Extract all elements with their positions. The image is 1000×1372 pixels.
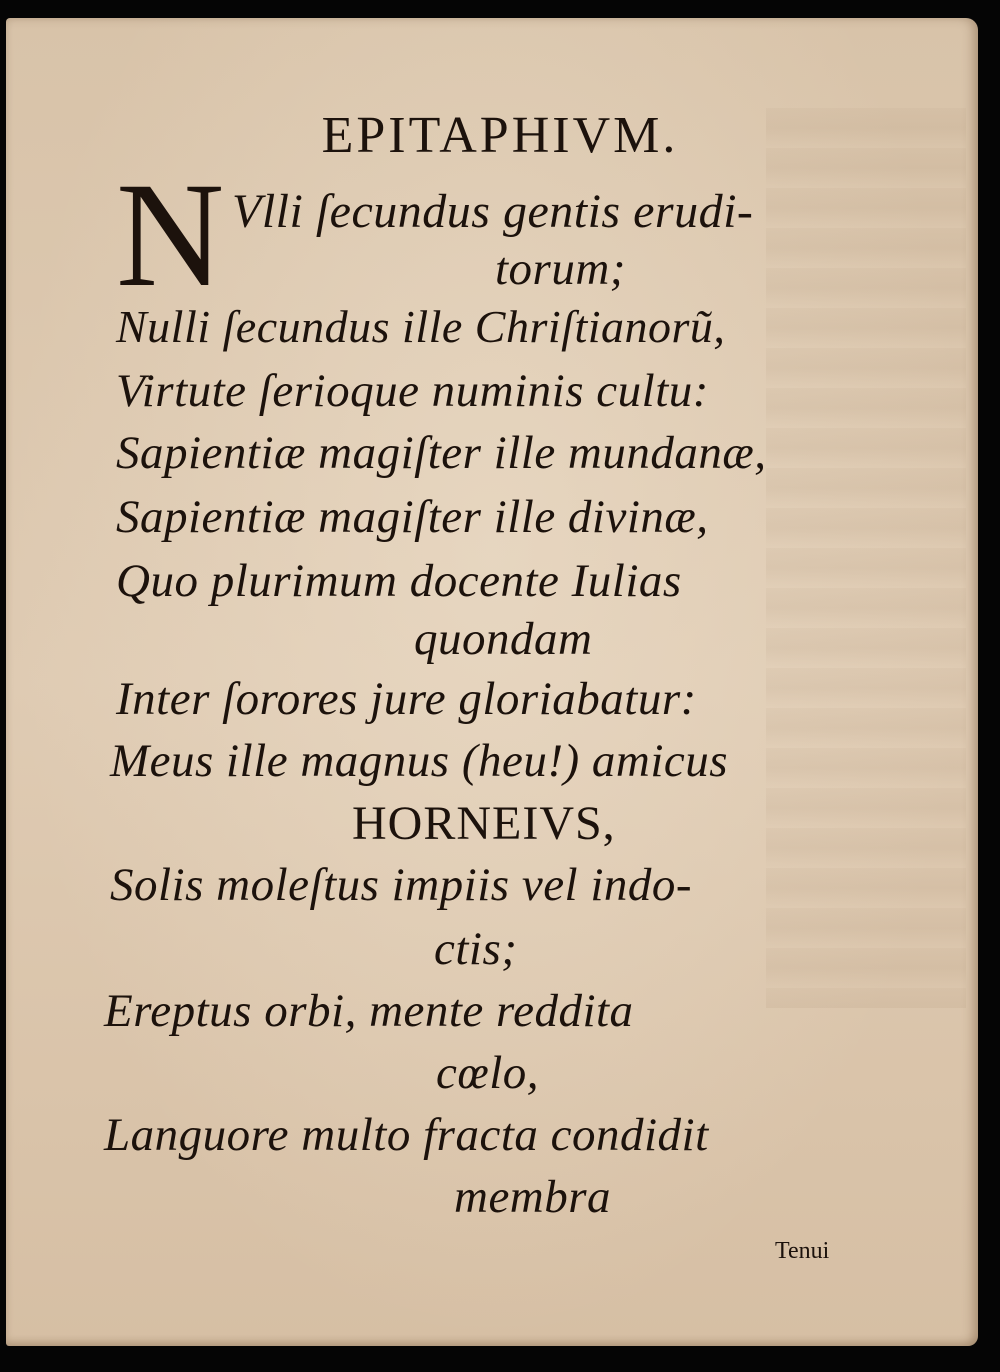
catchword: Tenui: [775, 1238, 830, 1264]
verse-line: cœlo,: [436, 1047, 540, 1099]
verse-line: Languore multo fracta condidit: [104, 1109, 709, 1161]
verse-line: torum;: [495, 243, 626, 295]
verse-line-name: HORNEIVS,: [352, 797, 616, 850]
drop-cap: N: [116, 152, 225, 318]
verse-line: Sapientiæ magiſter ille divinæ,: [116, 491, 709, 543]
verse-line: Vlli ſecundus gentis erudi-: [232, 185, 754, 238]
verse-line: membra: [454, 1171, 612, 1223]
verse-line: ctis;: [434, 923, 518, 975]
verse-line: Inter ſorores jure gloriabatur:: [116, 673, 697, 725]
verse-line: Ereptus orbi, mente reddita: [104, 985, 634, 1037]
verse-line: quondam: [414, 613, 593, 665]
verse-line: Nulli ſecundus ille Chriſtianorũ,: [116, 301, 726, 352]
verse-line: Solis moleſtus impiis vel indo-: [110, 859, 693, 911]
page-title: EPITAPHIVM.: [321, 107, 679, 164]
show-through-text: [766, 108, 966, 1008]
verse-line: Sapientiæ magiſter ille mundanæ,: [116, 427, 767, 479]
verse-line: Virtute ſerioque numinis cultu:: [116, 365, 709, 417]
verse-line: Meus ille magnus (heu!) amicus: [110, 735, 729, 787]
verse-line: Quo plurimum docente Iulias: [116, 555, 682, 607]
